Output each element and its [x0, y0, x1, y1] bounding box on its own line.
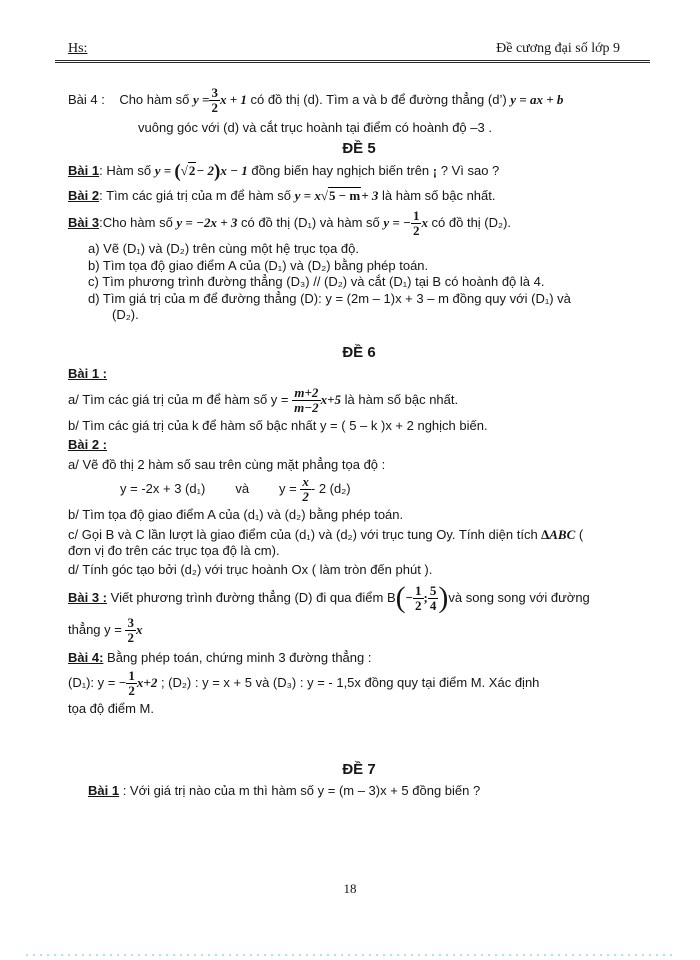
- formula: y =: [193, 91, 210, 107]
- problem-text: ? Vì sao ?: [437, 163, 500, 179]
- de6-bai1-b: b/ Tìm các giá trị của k để hàm số bậc nhất y = ( 5 – k )x + 2 nghịch biến.: [68, 417, 488, 433]
- problem-text: Bằng phép toán, chứng minh 3 đường thẳng :: [103, 649, 372, 665]
- de6-bai4-line3: tọa độ điểm M.: [68, 701, 154, 717]
- formula: x − 1: [220, 163, 248, 179]
- problem-label: Bài 4:: [68, 649, 104, 665]
- problem-label: Bài 1: [88, 782, 120, 798]
- de5-bai3-items: [88, 241, 650, 323]
- r-set-symbol: ¡: [432, 163, 438, 179]
- formula: y = x: [294, 187, 321, 203]
- problem-text: (: [575, 526, 584, 542]
- section-title-de7: ĐỀ 7: [342, 760, 376, 778]
- problem-label: Bài 4 :: [68, 91, 105, 107]
- section-title-de6: ĐỀ 6: [342, 344, 376, 362]
- problem-item-continuation: (D₂).: [112, 306, 139, 322]
- de6-bai2-b: b/ Tìm tọa độ giao điểm A của (d₁) và (d₂) bằng phép toán.: [68, 507, 404, 523]
- formula: y = ax + b: [510, 91, 564, 107]
- problem-bai4-line2: vuông góc với (d) và cắt trục hoành tại điểm có hoành độ –3 .: [138, 120, 492, 136]
- problem-text: a/ Tìm các giá trị của m để hàm số y =: [68, 391, 293, 407]
- de6-bai1-a: [68, 386, 650, 415]
- problem-text: Cho hàm số: [119, 91, 194, 107]
- de6-bai2-d: d/ Tính góc tạo bởi (d₂) với trục hoành Ox ( làm tròn đến phút ).: [68, 562, 433, 578]
- triangle-abc-formula: ∆ABC: [541, 526, 576, 542]
- fraction: $\frac{3}{2}$: [127, 614, 134, 645]
- problem-text: có đồ thị (d). Tìm a và b để đường thẳng (d’): [246, 91, 511, 107]
- de6-bai4-line2: [68, 669, 650, 698]
- de6-bai2-label: Bài 2 :: [68, 437, 108, 453]
- equation-1: y = -2x + 3 (d₁): [120, 481, 206, 497]
- problem-text: là hàm số bậc nhất.: [378, 187, 496, 203]
- de6-bai1-label: Bài 1 :: [68, 366, 108, 382]
- de6-bai2-c-line2: đơn vị đo trên các trục tọa độ là cm).: [68, 542, 280, 558]
- paren: ): [214, 161, 221, 183]
- de5-bai1: Bài 1: Hàm số y = (√2− 2)x − 1 đồng biến hay nghịch biến trên ¡ ? Vì sao ?: [68, 161, 500, 183]
- header-doc-title: Đề cương đại số lớp 9: [496, 41, 620, 56]
- problem-text: Hàm số: [106, 163, 155, 179]
- equation-connector: và: [235, 481, 250, 497]
- de6-equations: [120, 475, 650, 504]
- de7-bai1: [88, 783, 650, 799]
- equation-2-tail: - 2 (d₂): [310, 481, 351, 497]
- fraction: $\frac{3}{2}$: [211, 85, 218, 116]
- problem-text: là hàm số bậc nhất.: [341, 391, 459, 407]
- formula: x: [421, 215, 428, 231]
- fraction: $\frac{m+2}{m-2}$: [294, 384, 319, 415]
- de5-bai2: Bài 2: Tìm các giá trị của m để hàm số y = x√5 − m+ 3 là hàm số bậc nhất.: [68, 187, 496, 203]
- header-student-label: Hs:: [68, 41, 88, 56]
- problem-text: thẳng y =: [68, 621, 126, 637]
- equation-2: y =: [279, 481, 301, 497]
- point-b-coordinates: ( − $\frac{1}{2}$ ; $\frac{5}{4}$ ): [395, 581, 449, 615]
- problem-text: đồng biến hay nghịch biến trên: [247, 163, 433, 179]
- problem-text: ; (D₂) : y = x + 5 và (D₃) : y = - 1,5x đồng quy tại điểm M. Xác định: [157, 675, 540, 691]
- formula: + 3: [361, 187, 379, 203]
- problem-text: và song song với đường: [448, 589, 590, 605]
- formula: x + 1: [219, 91, 247, 107]
- problem-label: Bài 1: [68, 163, 100, 179]
- de6-bai2-a: a/ Vẽ đồ thị 2 hàm số sau trên cùng mặt phẳng tọa độ :: [68, 456, 386, 472]
- bottom-dots-divider: [26, 954, 674, 956]
- section-title-de5: ĐỀ 5: [342, 140, 376, 158]
- de6-bai4-line1: [68, 650, 650, 666]
- problem-item: a) Vẽ (D₁) và (D₂) trên cùng một hệ trục tọa độ.: [88, 241, 359, 257]
- problem-label: Bài 3: [68, 215, 100, 231]
- de5-bai3: Bài 3:Cho hàm số y = −2x + 3 có đồ thị (D₁) và hàm số y = − $\frac{1}{2}$ x có đồ thị (D₂).: [68, 208, 512, 239]
- formula: y = −: [383, 215, 411, 231]
- problem-item: b) Tìm tọa độ giao điểm A của (D₁) và (D₂) bằng phép toán.: [88, 257, 429, 273]
- de6-bai2-c-line1: [68, 527, 650, 543]
- problem-label: Bài 2: [68, 187, 100, 203]
- formula: y =: [154, 163, 175, 179]
- fraction: $\frac{1}{2}$: [412, 208, 420, 239]
- problem-text: có đồ thị (D₁) và hàm số: [237, 215, 384, 231]
- sqrt-formula: √5 − m: [320, 187, 361, 203]
- fraction: $\frac{1}{2}$: [128, 668, 135, 699]
- sqrt-formula: √2: [180, 163, 196, 179]
- problem-item: c) Tìm phương trình đường thẳng (D₃) // (D₂) và cắt (D₁) tại B có hoành độ là 4.: [88, 274, 545, 290]
- problem-text: Cho hàm số: [102, 215, 177, 231]
- problem-text: Viết phương trình đường thẳng (D) đi qua điểm B: [107, 589, 396, 605]
- problem-item: d) Tìm giá trị của m để đường thẳng (D): y = (2m – 1)x + 3 – m đồng quy với (D₁) và: [88, 290, 571, 306]
- formula: x+2: [136, 675, 158, 691]
- formula: − 2: [196, 163, 215, 179]
- formula: −: [118, 675, 127, 691]
- problem-text: c/ Gọi B và C lần lượt là giao điểm của (d₁) và (d₂) với trục tung Oy. Tính diện tích: [68, 526, 542, 542]
- formula: x: [135, 621, 143, 637]
- problem-text: : Với giá trị nào của m thì hàm số y = (m – 3)x + 5 đồng biến ?: [119, 782, 481, 798]
- problem-text: có đồ thị (D₂).: [427, 215, 512, 231]
- worksheet-content: [68, 0, 650, 799]
- problem-text: Tìm các giá trị của m để hàm số: [106, 187, 295, 203]
- de6-bai3-line1: [68, 581, 650, 615]
- problem-text: (D₁): y =: [68, 675, 119, 691]
- problem-label: Bài 3 :: [68, 589, 108, 605]
- formula: y = −2x + 3: [176, 215, 238, 231]
- fraction: $\frac{x}{2}$: [302, 474, 309, 505]
- formula: x+5: [320, 391, 342, 407]
- problem-bai4-line1: [68, 86, 650, 115]
- paren: (: [174, 161, 181, 183]
- page-number: 18: [343, 881, 357, 896]
- de6-bai3-line2: [68, 616, 650, 645]
